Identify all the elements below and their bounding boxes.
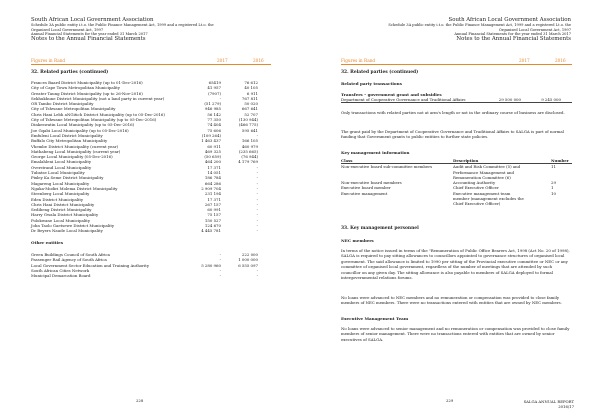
row-value-2016: - — [256, 170, 258, 176]
notes-title: Notes to the Annual Financial Statements — [31, 35, 146, 42]
row-value-2016: 166 105 — [241, 138, 258, 144]
row-value-2017: 75 157 — [207, 212, 221, 218]
footer-title: SALGA ANNUAL REPORT — [523, 399, 574, 405]
row-name: Greater Taung District Municipality (up to 26-Nov-2016) — [31, 90, 143, 96]
row-value-2016: - — [256, 207, 258, 213]
nec-heading: NEC members — [341, 238, 374, 243]
row-name: Emfuleni Local District Municipality — [31, 132, 103, 138]
row-value-2017: 75 606 — [207, 127, 221, 133]
cell-number: 10 — [551, 190, 556, 196]
row-name: Frances Baard District Municipality (up to 01-Dec-2016) — [31, 80, 143, 85]
cell-class: Non-executive board sub-committee members — [341, 164, 433, 170]
row-name: Mathabeng Local Municipality (current year) — [31, 148, 121, 154]
row-name: Municipal Demarcation Board — [31, 273, 91, 279]
row-value-2016: 595 641 — [241, 127, 258, 133]
row-name: Local Government Sector Education and Training Authority — [31, 262, 150, 268]
row-name: Joe Gqabi Local Municipality (up to 05-Dec-2016) — [31, 127, 129, 133]
row-name: Chris Hani Lebh aNGitich District Municipality (up to 05-Dec-2016) — [31, 111, 165, 117]
cell-description: Executive management team — [453, 190, 511, 196]
row-value-2017: (50 659) — [204, 154, 221, 160]
cell-class: Executive management — [341, 190, 388, 196]
cell-description: Accounting Authority — [453, 180, 496, 186]
section-33-title: 33. Key management personnel — [341, 226, 419, 231]
row-value-2017: 17 371 — [207, 164, 221, 170]
row-value-2017: - — [219, 273, 221, 279]
row-value-2016: (76 944) — [241, 154, 258, 160]
row-value-2017: 2 909 704 — [201, 185, 221, 191]
transfers-heading: Transfers – government grant and subsidies — [341, 92, 442, 97]
transfers-row — [341, 97, 572, 103]
row-value-2016: 6 555 097 — [238, 262, 258, 268]
row-value-2016: 1 000 000 — [238, 257, 258, 263]
figures-label: Figures in Rand — [31, 58, 66, 63]
row-name: Sedibeng District Municipality — [31, 207, 92, 213]
cell-number: 29 — [551, 180, 556, 186]
row-value-2017: 150 527 — [204, 217, 221, 223]
row-value-2017: - — [219, 95, 221, 101]
year-2016: 2016 — [555, 58, 566, 63]
org-name: South African Local Government Association — [31, 17, 154, 23]
row-name: Department of Cooperative Governance and Traditional Affairs — [341, 97, 466, 102]
row-name: City of Cape Town Metropolitan Municipality — [31, 85, 120, 91]
row-value-2016: - — [256, 267, 258, 273]
row-value-2016: 6 911 — [246, 90, 258, 96]
cell-description: Chief Executive Officer) — [453, 201, 501, 207]
row-name: Sekhukhune District Municipality (not a land party in current year) — [31, 95, 165, 101]
row-value-2017: - — [219, 252, 221, 257]
page-number: 228 — [136, 398, 144, 403]
schedule-text: Schedule 3A public entity i.t.o. the Public Finance Management Act, 1999 and a registered Lt.o. the — [388, 23, 571, 28]
row-name: Overstrand Local Municipality — [31, 164, 92, 170]
row-value-2017: 17 371 — [207, 196, 221, 202]
row-value-2017: 4 445 781 — [201, 228, 221, 234]
row-name: Harry Gwala District Municipality — [31, 212, 99, 218]
row-value-2017: (51 279) — [204, 101, 221, 107]
row-value-2016: - — [256, 196, 258, 202]
related-transactions-heading: Related party transactions — [341, 81, 402, 86]
row-name: Chris Hani District Municipality — [31, 201, 95, 207]
row-value-2016: - — [256, 223, 258, 229]
row-name: Emalahleni Local Municipality — [31, 159, 92, 165]
row-name: Green Buildings Council of South Africa — [31, 252, 110, 257]
row-value-2016: - — [256, 191, 258, 197]
key-management-table — [341, 158, 572, 207]
figures-bar — [341, 58, 572, 65]
organised-text: Organised Local Government Act, 1997 — [31, 27, 104, 32]
col-description: Description — [453, 158, 479, 163]
row-name: South African Cities Network — [31, 267, 90, 273]
paragraph-exec-loans: No loans were advanced to senior management and no remuneration or compensation was provided to close family members of senior management. There were no transactions entered with entities that are owned by senior executives of SALGA. — [341, 326, 570, 342]
row-value-2017: 267 157 — [204, 201, 221, 207]
row-name: George Local Municipality (05-Dec-2016) — [31, 154, 113, 160]
cell-number: 1 — [551, 185, 554, 191]
row-value-2016: - — [256, 164, 258, 170]
cell-class: Non-executive board members — [341, 180, 402, 186]
exec-management-heading: Executive Management Team — [341, 316, 409, 321]
row-value-2016: (130 944) — [238, 117, 258, 123]
other-entities-list — [31, 252, 271, 278]
row-value-2016: 9 245 000 — [541, 97, 561, 102]
section-title: 32. Related parties (continued) — [31, 70, 109, 75]
row-value-2016: 52 707 — [244, 111, 258, 117]
row-name: OR Tambo District Municipality — [31, 101, 94, 107]
table-row — [31, 228, 271, 233]
row-value-2017: (7907) — [208, 90, 221, 96]
other-entities-heading: Other entities — [31, 240, 64, 245]
row-value-2016: - — [256, 132, 258, 138]
paragraph-nec-loans: No loans were advanced to NEC members and no remuneration or compensation was provided to close family members of NEC members. There were no transactions entered with entities that are owned by NEC members. — [341, 295, 562, 306]
row-value-2017: 60 911 — [207, 143, 221, 149]
paragraph-grant: The grant paid by the Department of Cooperative Governance and Traditional Affairs to SALGA is part of normal funding that Government grants to public entities to further state policies. — [341, 129, 564, 140]
col-number: Number — [551, 158, 569, 163]
right-page — [300, 0, 600, 416]
year-2017: 2017 — [217, 58, 228, 63]
row-name: City of Tshwane Metropolitan Municipality — [31, 106, 116, 112]
col-class: Class — [341, 158, 353, 163]
page-header — [31, 18, 271, 42]
report-footer — [524, 400, 574, 409]
row-value-2017: 124 670 — [204, 223, 221, 229]
row-name: Passenger Rail Agency of South Africa — [31, 257, 107, 263]
row-name: Ngaka-Modiri Molema District Municipality — [31, 185, 118, 191]
notes-title: Notes to the Annual Financial Statements — [456, 35, 571, 42]
transfers-list — [341, 97, 572, 103]
row-value-2017: 14 051 — [207, 170, 221, 176]
row-value-2017: 1 463 437 — [201, 138, 221, 144]
row-name: Buffalo City Metropolitan Municipality — [31, 138, 108, 144]
statements-text: Annual Financial Statements for the year ended 31 March 2017 — [454, 32, 571, 37]
statements-text: Annual Financial Statements for the year ended 31 March 2017 — [31, 32, 148, 37]
cell-description: Remuneration Committee (6) — [453, 174, 511, 180]
row-name: Dr Beyers Naude Local Municipality — [31, 228, 103, 234]
figures-label: Figures in Rand — [341, 58, 376, 63]
row-value-2017: 56 142 — [207, 111, 221, 117]
row-name: John Taolo Gaetsewe District Municipality — [31, 223, 115, 229]
cell-description: member (management excludes the — [453, 196, 524, 202]
year-2017: 2017 — [519, 58, 530, 63]
footer-year: 2016/17 — [558, 403, 574, 409]
section-title: 32. Related parties (continued) — [341, 70, 419, 75]
cell-description: Performance Management and — [453, 169, 515, 175]
row-value-2016: (466 775) — [238, 122, 258, 128]
row-value-2017: - — [219, 267, 221, 273]
row-value-2017: 5 280 960 — [201, 262, 221, 268]
row-value-2016: - — [256, 212, 258, 218]
row-value-2016: 767 811 — [241, 95, 258, 101]
row-value-2016: 460 979 — [241, 143, 258, 149]
page-number: 229 — [446, 398, 454, 403]
row-value-2016: 76 612 — [244, 80, 258, 85]
row-value-2016: - — [256, 180, 258, 186]
row-value-2016: - — [256, 273, 258, 279]
row-value-2016: 50 020 — [244, 101, 258, 107]
row-value-2017: 74 404 — [207, 122, 221, 128]
paragraph-arms-length: Only transactions with related parties not at arm's length or not in the ordinary course of business are disclosed. — [341, 110, 565, 115]
schedule-text: Schedule 3A public entity i.t.o. the Public Finance Management Act, 1999 and a registered Lt.o. the — [31, 23, 214, 28]
row-value-2017: 469 325 — [204, 148, 221, 154]
row-name: Eden District Municipality — [31, 196, 84, 202]
page-header — [331, 18, 571, 42]
row-value-2017: 664 286 — [204, 180, 221, 186]
row-value-2016: 222 000 — [241, 252, 258, 257]
organised-text: Organised Local Government Act, 1997 — [498, 27, 571, 32]
row-value-2017: 231 194 — [204, 191, 221, 197]
row-value-2016: 40 105 — [244, 85, 258, 91]
figures-bar — [31, 58, 271, 65]
row-value-2017: - — [219, 257, 221, 263]
key-management-heading: Key management information — [341, 150, 410, 155]
row-value-2016: 667 641 — [241, 106, 258, 112]
year-2016: 2016 — [253, 58, 264, 63]
row-value-2016: 4 179 769 — [238, 159, 258, 165]
row-value-2017: 65419 — [208, 80, 221, 85]
row-value-2016: (235 665) — [238, 148, 258, 154]
table-row — [341, 201, 572, 206]
row-value-2016: - — [256, 185, 258, 191]
row-value-2017: 946 985 — [204, 106, 221, 112]
related-party-list — [31, 80, 271, 234]
row-value-2016: - — [256, 201, 258, 207]
cell-number: 11 — [551, 164, 556, 170]
cell-description: Chief Executive Officer — [453, 185, 499, 191]
row-name: City of Tshwane Metropolitan Municipality (up to 05-Dec-2016) — [31, 117, 157, 123]
row-value-2016: - — [256, 228, 258, 234]
row-value-2017: 41 957 — [207, 85, 221, 91]
row-name: Tubatse Local Municipality — [31, 170, 85, 176]
row-value-2017: 77 350 — [207, 117, 221, 123]
cell-description: Audit and Risk Committee (5) and — [453, 164, 521, 170]
row-value-2017: 186 784 — [204, 175, 221, 181]
row-name: Polokwane Local Municipality — [31, 217, 91, 223]
row-value-2017: 464 200 — [204, 159, 221, 165]
cell-class: Executive board member — [341, 185, 391, 191]
row-name: Pixley Ka Seme District Municipality — [31, 175, 104, 181]
row-value-2017: (109 264) — [201, 132, 221, 138]
org-name: South African Local Government Association — [448, 17, 571, 23]
row-name: Vhembe District Municipality (current year) — [31, 143, 119, 149]
row-value-2016: - — [256, 175, 258, 181]
table-row — [31, 273, 271, 278]
row-value-2017: 60 991 — [207, 207, 221, 213]
row-value-2017: 29 500 000 — [498, 97, 521, 102]
paragraph-nec-allowances: In terms of the notice issued in terms of the "Remuneration of Public Office Bearers Act, 1998 (Act No. 20 of 1998), SALGA is required to pay sitting allowances to councillors appointed to governance structures of organised local government. The said allowance is limited to 1990 per sitting of the Provincial executive committee or NEC or any committee of organised local government, regardless of the number of meetings that are attended by such councillor on any given day. The sitting allowance is also payable to members of SALGA deployed to formal intergovernmental relations forums. — [341, 248, 570, 281]
row-name: Steenberg Local Municipality — [31, 191, 90, 197]
row-value-2016: - — [256, 217, 258, 223]
row-name: Dinkeswatin Local Municipality (up to 05-Dec-2016) — [31, 122, 135, 128]
row-name: Magareng Local Municipality — [31, 180, 90, 186]
